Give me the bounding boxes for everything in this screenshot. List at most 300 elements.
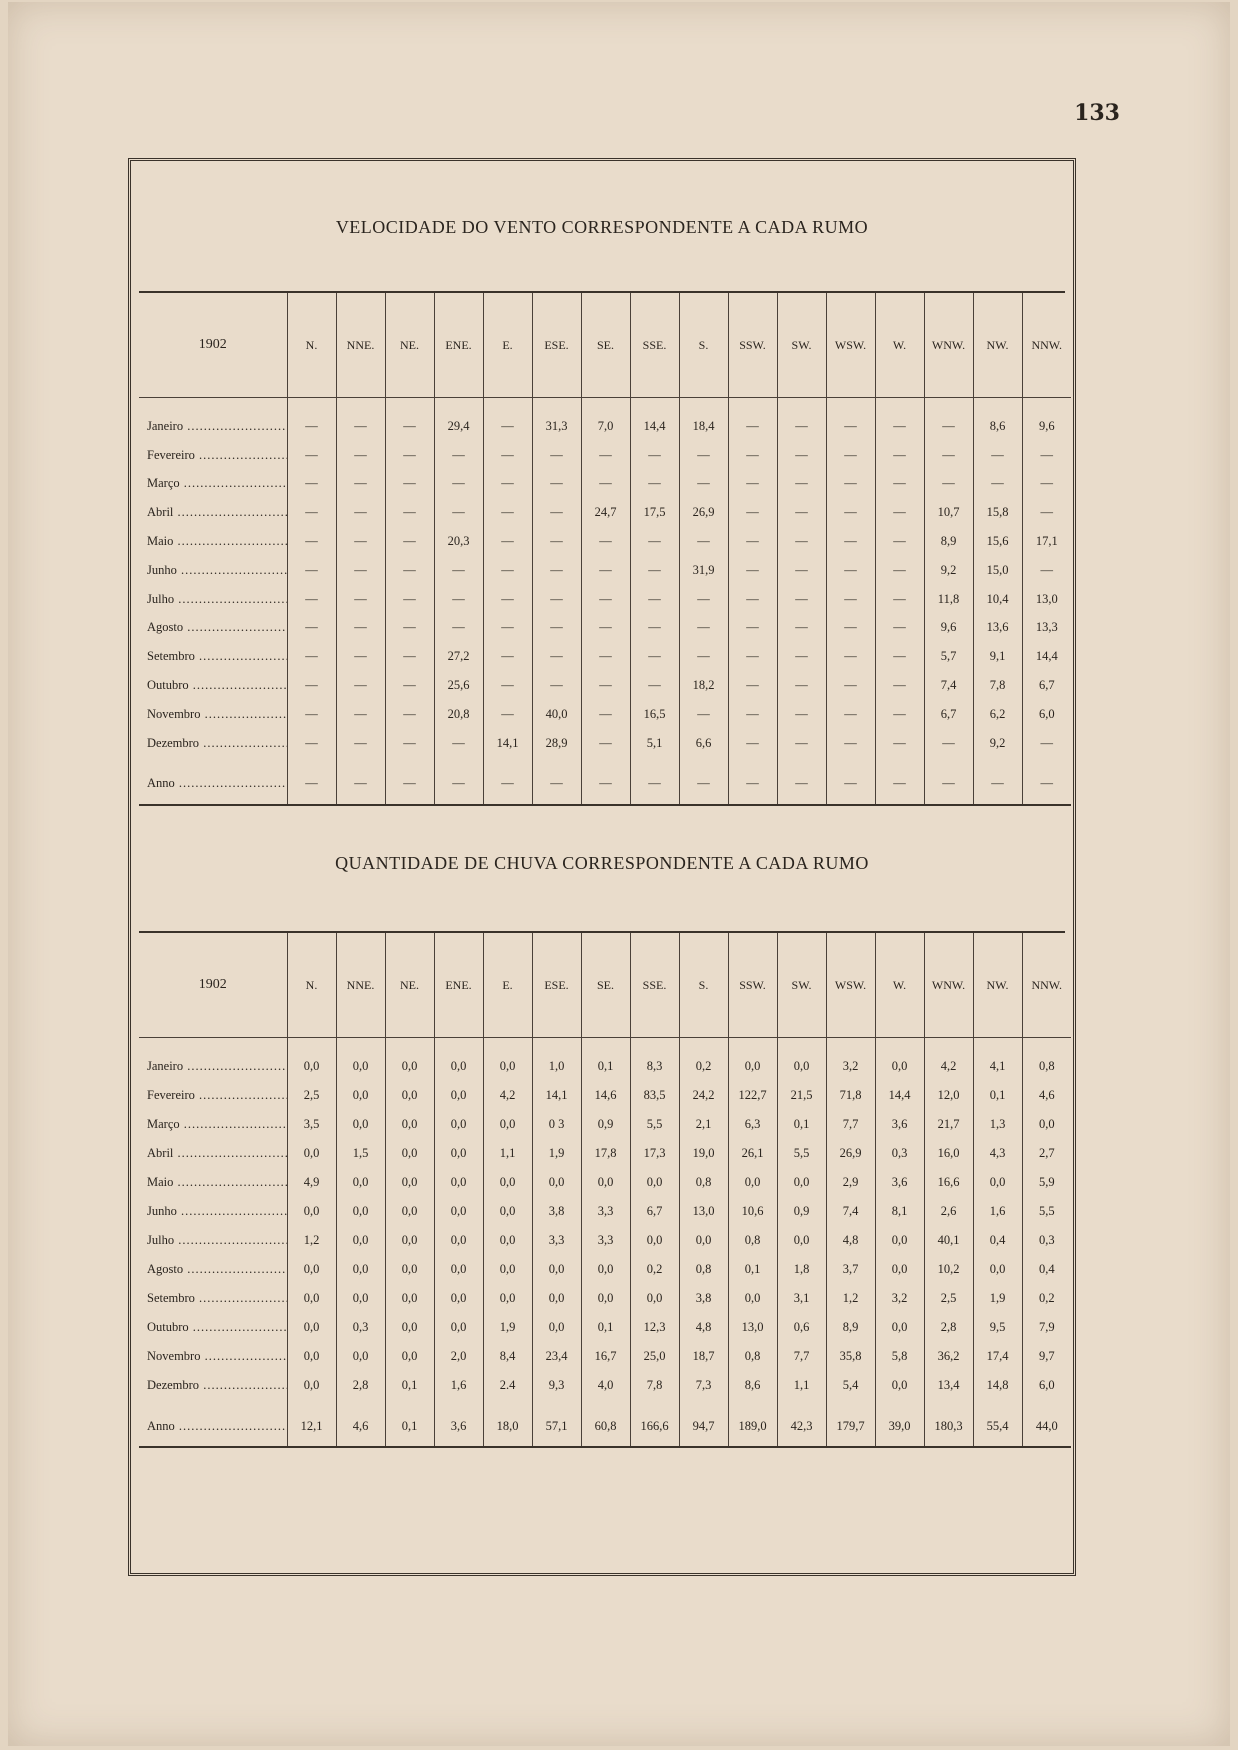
table-cell: 5,5 bbox=[777, 1139, 826, 1168]
month-text: Novembro bbox=[147, 706, 201, 721]
table-cell: 25,6 bbox=[434, 671, 483, 700]
table-cell: 0,0 bbox=[483, 1038, 532, 1082]
table-cell: 0,0 bbox=[434, 1255, 483, 1284]
table-cell: — bbox=[483, 614, 532, 643]
table-cell: 0,0 bbox=[434, 1081, 483, 1110]
table-cell: 0,0 bbox=[434, 1197, 483, 1226]
table-cell: 8,9 bbox=[826, 1313, 875, 1342]
table-cell: 1,6 bbox=[434, 1371, 483, 1400]
table-cell: 0,9 bbox=[581, 1110, 630, 1139]
table-cell: — bbox=[826, 585, 875, 614]
table-cell: 60,8 bbox=[581, 1400, 630, 1447]
table-cell: 9,6 bbox=[1022, 398, 1071, 441]
table-cell: — bbox=[581, 556, 630, 585]
table-cell: 1,1 bbox=[777, 1371, 826, 1400]
table-cell: — bbox=[434, 556, 483, 585]
table-cell: — bbox=[826, 729, 875, 758]
table-cell: 19,0 bbox=[679, 1139, 728, 1168]
table-cell: 0,0 bbox=[336, 1342, 385, 1371]
table-cell: — bbox=[728, 758, 777, 805]
month-label bbox=[139, 1371, 287, 1400]
table-cell: 2,9 bbox=[826, 1168, 875, 1197]
table-cell: 0,0 bbox=[385, 1313, 434, 1342]
table-cell: 10,4 bbox=[973, 585, 1022, 614]
table-cell: 0,0 bbox=[532, 1313, 581, 1342]
table-cell: 1,3 bbox=[973, 1110, 1022, 1139]
table-cell: — bbox=[875, 642, 924, 671]
table-cell: — bbox=[287, 556, 336, 585]
table-cell: — bbox=[679, 642, 728, 671]
table-cell: — bbox=[826, 470, 875, 499]
table-cell: — bbox=[336, 614, 385, 643]
table-cell: — bbox=[1022, 470, 1071, 499]
table-cell: 0,8 bbox=[728, 1342, 777, 1371]
table-cell: 27,2 bbox=[434, 642, 483, 671]
table-cell: — bbox=[728, 398, 777, 441]
table-cell: 0,0 bbox=[581, 1284, 630, 1313]
table-cell: — bbox=[581, 470, 630, 499]
table-cell: 21,7 bbox=[924, 1110, 973, 1139]
table-cell: 4,0 bbox=[581, 1371, 630, 1400]
table-cell: — bbox=[728, 729, 777, 758]
rain-direction-header: WSW. bbox=[826, 933, 875, 1038]
table-cell: — bbox=[826, 671, 875, 700]
table-cell: — bbox=[385, 614, 434, 643]
table-cell: 16,7 bbox=[581, 1342, 630, 1371]
table-cell: 0,0 bbox=[875, 1255, 924, 1284]
vel-direction-header: S. bbox=[679, 293, 728, 398]
table-cell: — bbox=[728, 700, 777, 729]
page-number: 133 bbox=[1074, 100, 1120, 126]
table-cell: 0,3 bbox=[336, 1313, 385, 1342]
table-cell: 21,5 bbox=[777, 1081, 826, 1110]
table-cell: 1,0 bbox=[532, 1038, 581, 1082]
table-cell: — bbox=[826, 527, 875, 556]
table-cell: 0,0 bbox=[875, 1371, 924, 1400]
rain-direction-header: NE. bbox=[385, 933, 434, 1038]
table-cell: — bbox=[826, 498, 875, 527]
table-cell: — bbox=[581, 671, 630, 700]
rain-direction-header: SSE. bbox=[630, 933, 679, 1038]
table-cell: 17,3 bbox=[630, 1139, 679, 1168]
table-cell: 1,9 bbox=[532, 1139, 581, 1168]
table-cell: — bbox=[581, 614, 630, 643]
table-cell: 0,6 bbox=[777, 1313, 826, 1342]
table-cell: 0,0 bbox=[532, 1255, 581, 1284]
table-cell: — bbox=[581, 585, 630, 614]
table-cell: 8,9 bbox=[924, 527, 973, 556]
table-cell: 0,0 bbox=[630, 1226, 679, 1255]
table-cell: 0,0 bbox=[630, 1284, 679, 1313]
table-cell: — bbox=[385, 585, 434, 614]
table-cell: 25,0 bbox=[630, 1342, 679, 1371]
table-cell: 4,2 bbox=[483, 1081, 532, 1110]
table-cell: — bbox=[385, 556, 434, 585]
table-cell: 0,1 bbox=[973, 1081, 1022, 1110]
table-cell: — bbox=[826, 614, 875, 643]
table-row bbox=[139, 614, 1071, 643]
month-text: Maio bbox=[147, 1175, 174, 1189]
table-cell: — bbox=[973, 441, 1022, 470]
table-cell: — bbox=[287, 614, 336, 643]
table-cell: 0,0 bbox=[434, 1168, 483, 1197]
table-cell: — bbox=[826, 758, 875, 805]
month-label bbox=[139, 441, 287, 470]
table-cell: 3,3 bbox=[581, 1197, 630, 1226]
table-cell: 9,6 bbox=[924, 614, 973, 643]
month-text: Novembro bbox=[147, 1349, 201, 1363]
table-cell: — bbox=[875, 556, 924, 585]
table-cell: 8,4 bbox=[483, 1342, 532, 1371]
table-cell: — bbox=[483, 758, 532, 805]
table-cell: — bbox=[385, 758, 434, 805]
table-cell: 0,1 bbox=[581, 1038, 630, 1082]
table-cell: — bbox=[483, 527, 532, 556]
table-cell: — bbox=[581, 441, 630, 470]
table-cell: 189,0 bbox=[728, 1400, 777, 1447]
rain-direction-header: NNE. bbox=[336, 933, 385, 1038]
table-cell: 14,4 bbox=[630, 398, 679, 441]
table-cell: 36,2 bbox=[924, 1342, 973, 1371]
month-label bbox=[139, 642, 287, 671]
table-cell: 0,4 bbox=[1022, 1255, 1071, 1284]
table-cell: 8,1 bbox=[875, 1197, 924, 1226]
table-cell: 1,8 bbox=[777, 1255, 826, 1284]
table-cell: 0,0 bbox=[973, 1255, 1022, 1284]
table-cell: — bbox=[728, 470, 777, 499]
table-cell: — bbox=[385, 700, 434, 729]
month-label bbox=[139, 1038, 287, 1082]
table-cell: 42,3 bbox=[777, 1400, 826, 1447]
table-cell: — bbox=[532, 585, 581, 614]
table-cell: 3,3 bbox=[532, 1226, 581, 1255]
table-row bbox=[139, 1139, 1071, 1168]
table-row bbox=[139, 1313, 1071, 1342]
table-cell: 3,2 bbox=[826, 1038, 875, 1082]
vel-direction-header: ESE. bbox=[532, 293, 581, 398]
table-cell: 44,0 bbox=[1022, 1400, 1071, 1447]
table-cell: — bbox=[581, 758, 630, 805]
table-cell: 0,0 bbox=[434, 1038, 483, 1082]
vel-direction-header: NE. bbox=[385, 293, 434, 398]
table-cell: 0,0 bbox=[532, 1168, 581, 1197]
table-cell: 7,4 bbox=[826, 1197, 875, 1226]
table-cell: — bbox=[679, 614, 728, 643]
table-cell: 23,4 bbox=[532, 1342, 581, 1371]
rain-direction-header: WNW. bbox=[924, 933, 973, 1038]
table-cell: 180,3 bbox=[924, 1400, 973, 1447]
table-cell: — bbox=[777, 498, 826, 527]
table-cell: — bbox=[287, 527, 336, 556]
table-cell: 5,8 bbox=[875, 1342, 924, 1371]
rain-title: QUANTIDADE DE CHUVA CORRESPONDENTE A CADA RUMO bbox=[335, 853, 869, 873]
table-cell: 166,6 bbox=[630, 1400, 679, 1447]
table-cell: 0,0 bbox=[287, 1139, 336, 1168]
table-cell: 13,6 bbox=[973, 614, 1022, 643]
table-cell: 3,8 bbox=[532, 1197, 581, 1226]
table-cell: 0,8 bbox=[679, 1255, 728, 1284]
rain-direction-header: ESE. bbox=[532, 933, 581, 1038]
table-cell: 4,3 bbox=[973, 1139, 1022, 1168]
vel-direction-header: SE. bbox=[581, 293, 630, 398]
table-cell: 0,0 bbox=[385, 1284, 434, 1313]
table-cell: 0,0 bbox=[336, 1197, 385, 1226]
table-cell: 3,8 bbox=[679, 1284, 728, 1313]
table-cell: 26,1 bbox=[728, 1139, 777, 1168]
table-cell: 4,1 bbox=[973, 1038, 1022, 1082]
table-cell: 94,7 bbox=[679, 1400, 728, 1447]
table-row bbox=[139, 1110, 1071, 1139]
table-cell: 9,5 bbox=[973, 1313, 1022, 1342]
table-cell: 0,0 bbox=[581, 1255, 630, 1284]
table-row bbox=[139, 1226, 1071, 1255]
table-cell: 0,0 bbox=[679, 1226, 728, 1255]
table-cell: 0,1 bbox=[728, 1255, 777, 1284]
table-cell: 5,7 bbox=[924, 642, 973, 671]
table-cell: — bbox=[385, 527, 434, 556]
table-cell: 0 3 bbox=[532, 1110, 581, 1139]
rain-direction-header: SSW. bbox=[728, 933, 777, 1038]
table-cell: — bbox=[385, 642, 434, 671]
table-cell: — bbox=[483, 498, 532, 527]
table-cell: — bbox=[630, 642, 679, 671]
table-cell: — bbox=[630, 671, 679, 700]
month-text: Anno bbox=[147, 776, 175, 791]
table-cell: 14,1 bbox=[483, 729, 532, 758]
table-cell: — bbox=[728, 585, 777, 614]
table-cell: 26,9 bbox=[826, 1139, 875, 1168]
table-cell: — bbox=[532, 758, 581, 805]
table-cell: 3,6 bbox=[434, 1400, 483, 1447]
table-cell: 6,7 bbox=[630, 1197, 679, 1226]
table-cell: 13,0 bbox=[728, 1313, 777, 1342]
month-text: Agosto bbox=[147, 620, 184, 635]
table-cell: — bbox=[875, 729, 924, 758]
table-cell: 0,8 bbox=[728, 1226, 777, 1255]
table-cell: 0,0 bbox=[483, 1255, 532, 1284]
table-cell: — bbox=[924, 398, 973, 441]
month-label bbox=[139, 1197, 287, 1226]
table-row bbox=[139, 1342, 1071, 1371]
table-cell: — bbox=[336, 700, 385, 729]
table-cell: — bbox=[434, 470, 483, 499]
table-cell: — bbox=[924, 470, 973, 499]
table-cell: — bbox=[875, 585, 924, 614]
vel-direction-header: WNW. bbox=[924, 293, 973, 398]
table-cell: 5,1 bbox=[630, 729, 679, 758]
table-cell: 6,3 bbox=[728, 1110, 777, 1139]
table-row bbox=[139, 498, 1071, 527]
table-cell: 7,4 bbox=[924, 671, 973, 700]
vel-direction-header: SW. bbox=[777, 293, 826, 398]
table-cell: 3,6 bbox=[875, 1168, 924, 1197]
table-cell: 0,0 bbox=[434, 1226, 483, 1255]
table-cell: — bbox=[875, 441, 924, 470]
table-cell: 16,0 bbox=[924, 1139, 973, 1168]
table-cell: 9,7 bbox=[1022, 1342, 1071, 1371]
month-label bbox=[139, 1400, 287, 1447]
table-cell: 0,0 bbox=[336, 1284, 385, 1313]
table-cell: 6,0 bbox=[1022, 1371, 1071, 1400]
table-row bbox=[139, 585, 1071, 614]
table-cell: 8,6 bbox=[728, 1371, 777, 1400]
table-cell: 39,0 bbox=[875, 1400, 924, 1447]
rain-table bbox=[139, 933, 1071, 1448]
table-cell: 0,3 bbox=[875, 1139, 924, 1168]
table-cell: — bbox=[826, 556, 875, 585]
table-row bbox=[139, 1197, 1071, 1226]
table-cell: 9,1 bbox=[973, 642, 1022, 671]
table-cell: 0,0 bbox=[385, 1081, 434, 1110]
table-cell: — bbox=[679, 527, 728, 556]
table-cell: — bbox=[875, 527, 924, 556]
table-row bbox=[139, 700, 1071, 729]
table-cell: 11,8 bbox=[924, 585, 973, 614]
month-text: Anno bbox=[147, 1418, 175, 1433]
table-cell: 5,4 bbox=[826, 1371, 875, 1400]
table-row bbox=[139, 758, 1071, 805]
table-cell: — bbox=[532, 527, 581, 556]
table-cell: 5,9 bbox=[1022, 1168, 1071, 1197]
table-cell: — bbox=[532, 441, 581, 470]
table-cell: — bbox=[875, 398, 924, 441]
table-cell: — bbox=[973, 758, 1022, 805]
month-text: Abril bbox=[147, 1146, 174, 1160]
table-row bbox=[139, 1400, 1071, 1447]
month-label bbox=[139, 585, 287, 614]
table-cell: 2,7 bbox=[1022, 1139, 1071, 1168]
rain-direction-header: NNW. bbox=[1022, 933, 1071, 1038]
table-cell: 0,1 bbox=[385, 1400, 434, 1447]
month-label bbox=[139, 1226, 287, 1255]
table-cell: — bbox=[1022, 498, 1071, 527]
rain-direction-header: N. bbox=[287, 933, 336, 1038]
table-row bbox=[139, 556, 1071, 585]
table-cell: — bbox=[385, 441, 434, 470]
table-cell: — bbox=[777, 758, 826, 805]
table-cell: 0,0 bbox=[336, 1110, 385, 1139]
month-label bbox=[139, 758, 287, 805]
vel-direction-header: NNW. bbox=[1022, 293, 1071, 398]
table-cell: 0,2 bbox=[679, 1038, 728, 1082]
vel-direction-header: NW. bbox=[973, 293, 1022, 398]
table-cell: 4,6 bbox=[1022, 1081, 1071, 1110]
table-cell: 2,5 bbox=[924, 1284, 973, 1313]
table-cell: — bbox=[777, 470, 826, 499]
table-cell: 0,4 bbox=[973, 1226, 1022, 1255]
table-cell: — bbox=[679, 758, 728, 805]
table-cell: 3,1 bbox=[777, 1284, 826, 1313]
table-cell: — bbox=[336, 642, 385, 671]
table-cell: 2,6 bbox=[924, 1197, 973, 1226]
table-cell: — bbox=[483, 585, 532, 614]
table-cell: 10,7 bbox=[924, 498, 973, 527]
month-text: Julho bbox=[147, 1233, 175, 1247]
month-label bbox=[139, 398, 287, 441]
table-cell: 0,0 bbox=[336, 1038, 385, 1082]
table-cell: 0,2 bbox=[630, 1255, 679, 1284]
table-cell: 0,8 bbox=[1022, 1038, 1071, 1082]
table-cell: 0,0 bbox=[287, 1342, 336, 1371]
table-cell: 7,3 bbox=[679, 1371, 728, 1400]
table-cell: 0,0 bbox=[385, 1110, 434, 1139]
table-cell: 122,7 bbox=[728, 1081, 777, 1110]
table-cell: 0,0 bbox=[777, 1168, 826, 1197]
table-cell: 0,0 bbox=[287, 1255, 336, 1284]
table-cell: — bbox=[532, 671, 581, 700]
table-cell: 13,0 bbox=[679, 1197, 728, 1226]
rain-year-header: 1902 bbox=[139, 933, 287, 1038]
table-cell: — bbox=[336, 527, 385, 556]
table-cell: — bbox=[287, 729, 336, 758]
table-cell: 29,4 bbox=[434, 398, 483, 441]
table-cell: — bbox=[336, 729, 385, 758]
table-cell: — bbox=[336, 441, 385, 470]
table-cell: — bbox=[924, 441, 973, 470]
month-text: Março bbox=[147, 476, 180, 491]
table-cell: — bbox=[826, 700, 875, 729]
table-cell: — bbox=[630, 758, 679, 805]
table-cell: 2,1 bbox=[679, 1110, 728, 1139]
vel-direction-header: W. bbox=[875, 293, 924, 398]
month-label bbox=[139, 729, 287, 758]
table-cell: 5,5 bbox=[630, 1110, 679, 1139]
table-cell: — bbox=[973, 470, 1022, 499]
table-cell: — bbox=[483, 556, 532, 585]
table-cell: 3,5 bbox=[287, 1110, 336, 1139]
table-cell: — bbox=[630, 441, 679, 470]
table-cell: — bbox=[532, 614, 581, 643]
table-cell: — bbox=[434, 614, 483, 643]
table-cell: — bbox=[336, 498, 385, 527]
table-cell: 28,9 bbox=[532, 729, 581, 758]
table-cell: — bbox=[728, 671, 777, 700]
table-cell: — bbox=[875, 758, 924, 805]
month-text: Setembro bbox=[147, 649, 195, 664]
table-cell: — bbox=[679, 585, 728, 614]
month-text: Fevereiro bbox=[147, 447, 195, 462]
table-row bbox=[139, 441, 1071, 470]
table-cell: — bbox=[875, 671, 924, 700]
table-cell: 12,1 bbox=[287, 1400, 336, 1447]
vel-direction-header: NNE. bbox=[336, 293, 385, 398]
table-cell: 0,0 bbox=[287, 1371, 336, 1400]
table-cell: 0,0 bbox=[483, 1110, 532, 1139]
table-cell: 0,0 bbox=[336, 1255, 385, 1284]
table-cell: — bbox=[777, 527, 826, 556]
table-cell: 18,4 bbox=[679, 398, 728, 441]
table-cell: — bbox=[728, 498, 777, 527]
table-cell: 0,0 bbox=[287, 1284, 336, 1313]
table-cell: 17,8 bbox=[581, 1139, 630, 1168]
table-cell: 13,0 bbox=[1022, 585, 1071, 614]
month-text: Junho bbox=[147, 1204, 177, 1218]
table-cell: 24,7 bbox=[581, 498, 630, 527]
table-cell: 18,2 bbox=[679, 671, 728, 700]
table-cell: 8,3 bbox=[630, 1038, 679, 1082]
rain-direction-header: S. bbox=[679, 933, 728, 1038]
table-cell: 9,2 bbox=[924, 556, 973, 585]
table-cell: 0,0 bbox=[385, 1139, 434, 1168]
table-cell: 0,0 bbox=[287, 1197, 336, 1226]
table-cell: — bbox=[336, 398, 385, 441]
table-cell: — bbox=[630, 527, 679, 556]
table-cell: — bbox=[826, 642, 875, 671]
table-cell: — bbox=[385, 398, 434, 441]
table-cell: 0,0 bbox=[385, 1255, 434, 1284]
table-cell: 0,0 bbox=[777, 1226, 826, 1255]
table-cell: 18,7 bbox=[679, 1342, 728, 1371]
